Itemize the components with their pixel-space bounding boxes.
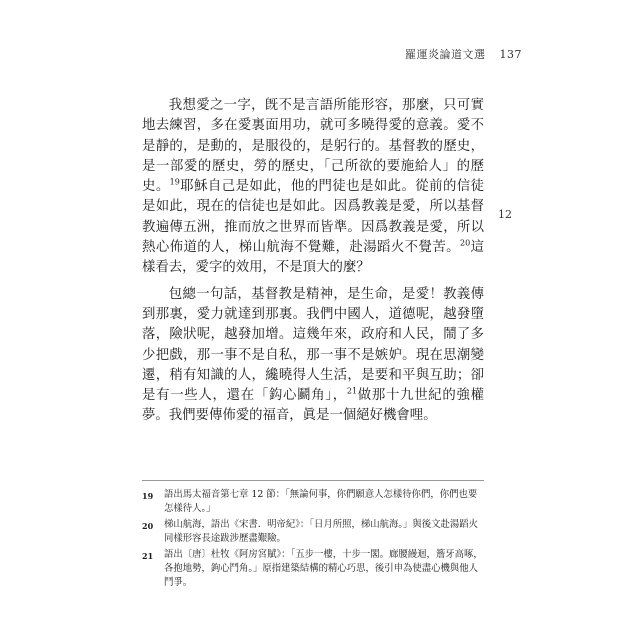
- footnote-ref-20: 20: [460, 238, 471, 248]
- footnote-20: [142, 518, 484, 547]
- paragraph-1-part-3: 這樣看去，愛字的效用，不是頂大的麼？: [142, 240, 485, 276]
- footnotes: [142, 488, 484, 592]
- paragraph-2: [142, 285, 484, 427]
- footnote-divider: [142, 480, 484, 481]
- margin-note-number: 12: [498, 208, 512, 221]
- book-title: 羅運炎論道文選: [405, 48, 486, 61]
- footnote-number: 20: [142, 520, 154, 531]
- paragraph-2-part-1: 包總一句話，基督教是精神，是生命，是愛！教義傳到那裏，愛力就達到那裏。我們中國人，道德呢，越發墮落，險狀呢，越發加增。這幾年來，政府和人民，鬧了多少把戲，那一事不是自私，那一事不是嫉妒。現在思潮變遷，稍有知識的人，纔曉得人生活，是要和平與互助；卻是有一些人，還在「鈎心鬬角」，: [142, 286, 484, 404]
- footnote-ref-19: 19: [169, 177, 180, 187]
- footnote-19: [142, 488, 484, 517]
- running-header: [405, 46, 522, 62]
- page-number: 137: [499, 48, 522, 61]
- paragraph-2-part-2: 做那十九世紀的強權夢。我們要傳佈愛的福音，眞是一個絕好機會哩。: [142, 388, 484, 424]
- footnote-text: 語出〔唐〕杜牧《阿房宮賦》：「五步一樓，十步一閣。廊腰縵迴，簷牙高啄，各抱地勢，鉤心鬥角。」原指建築結構的精心巧思，後引申為使盡心機與他人鬥爭。: [164, 548, 483, 589]
- footnote-text: 梯山航海，語出《宋書．明帝紀》：「日月所照，梯山航海。」與後文赴湯蹈火同樣形容長途跋涉歷盡艱險。: [164, 518, 479, 545]
- footnote-21: [142, 548, 484, 591]
- footnote-text: 語出馬太福音第七章 12 節：「無論何事，你們願意人怎樣待你們，你們也要怎樣待人。」: [164, 489, 478, 515]
- footnote-number: 19: [142, 491, 154, 501]
- paragraph-1-part-2: 耶穌自己是如此，他的門徒也是如此。從前的信徒是如此，現在的信徒也是如此。因爲教義是愛，所以基督教遍傳五洲，推而放之世界而皆準。因爲教義是愛，所以熱心佈道的人，梯山航海不覺難，赴湯蹈火不覺苦。: [142, 179, 485, 256]
- footnote-ref-21: 21: [346, 386, 358, 396]
- footnote-number: 21: [142, 550, 154, 561]
- main-text: [142, 96, 484, 427]
- paragraph-1-part-1: 我想愛之一字，旣不是言語所能形容，那麼，只可實地去練習，多在愛裏面用功，就可多曉得愛的意義。愛不是靜的，是動的，是服役的，是躬行的。基督教的歷史，是一部愛的歷史，勞的歷史，「己所欲的要施給人」的歷史。: [142, 98, 484, 195]
- paragraph-1: [142, 96, 484, 279]
